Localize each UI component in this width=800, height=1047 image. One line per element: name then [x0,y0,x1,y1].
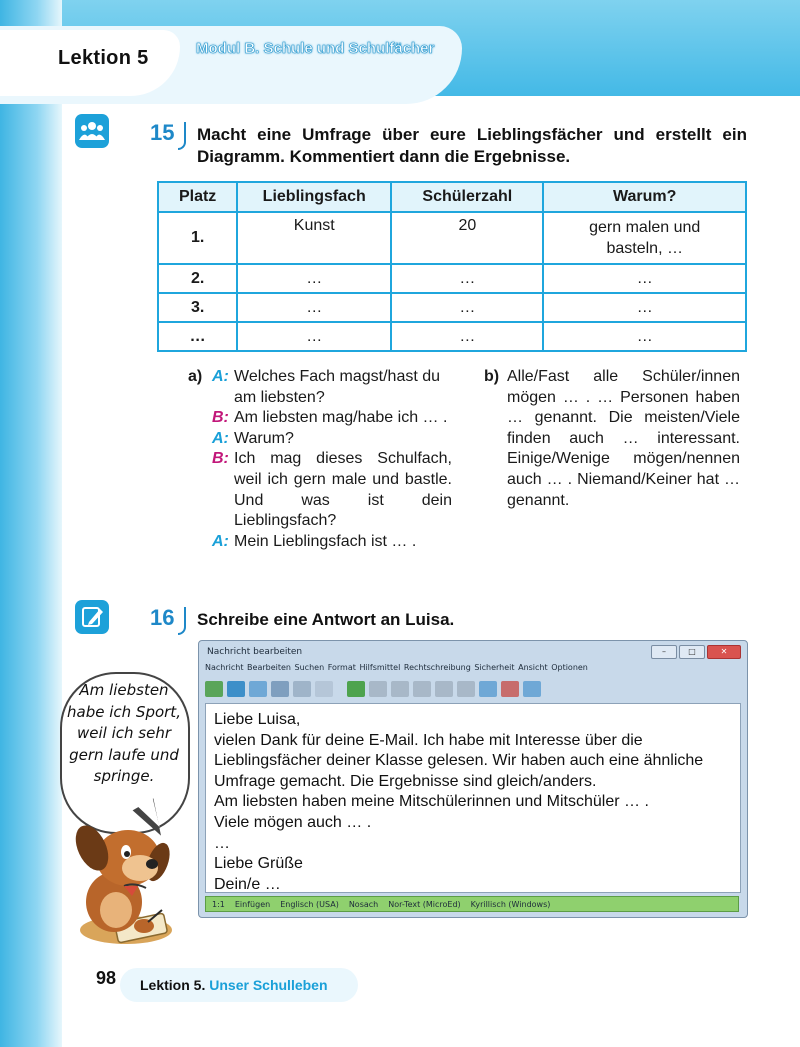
table-cell: … [391,293,543,322]
menu-bar [205,663,588,672]
task15-instruction-line1: Macht eine Umfrage über eure Lieblingsfächer und erstellt ein [197,125,747,144]
menu-item[interactable]: Suchen [294,663,325,672]
letter-line: vielen Dank für deine E-Mail. Ich habe mit Interesse über die [214,731,643,749]
part-b-text: Alle/Fast alle Schüler/innen mögen … . … Personen haben … genannt. Die meisten/Viele finden auch … interessant. Einige/Wenige mögen/nennen auch … . Niemand/Keiner hat … genannt. [507,368,740,509]
table-cell: … [237,293,391,322]
header-zahl: Schülerzahl [391,182,543,212]
table-row [158,264,746,293]
dialog-text: Ich mag dieses Schulfach, weil ich gern male und bastle. Und was ist dein Lieblingsfach? [234,450,452,530]
status-nosach: Nosach [348,899,379,909]
dialog-text: Mein Lieblingsfach ist … . [234,532,417,550]
menu-item[interactable]: Bearbeiten [247,663,291,672]
menu-item[interactable]: Nachricht [205,663,244,672]
table-cell: … [543,293,746,322]
table-cell: 2. [158,264,237,293]
table-header-row [158,182,746,212]
speaker-label: A: [212,368,229,385]
email-editor-window [198,640,748,918]
letter-line: Viele mögen auch … . [214,813,372,831]
page-number: 98 [96,968,117,988]
redo-icon[interactable] [369,681,387,697]
table-cell: … [543,264,746,293]
table-row [158,322,746,351]
dialog-text: Warum? [234,429,294,447]
letter-line: Umfrage gemacht. Die Ergebnisse sind gleich/anders. [214,772,597,790]
table-cell: gern malen und basteln, … [543,212,746,264]
menu-item[interactable]: Rechtschreibung [403,663,471,672]
undo-icon[interactable] [347,681,365,697]
dialog-line [212,532,452,553]
find-icon[interactable] [457,681,475,697]
spell-icon[interactable] [315,681,333,697]
table-cell: 1. [158,212,237,264]
status-format: Nor-Text (MicroEd) [388,899,461,909]
format-icon[interactable] [479,681,497,697]
speaker-label: A: [212,532,229,550]
letter-line: Liebe Grüße [214,855,303,873]
save-icon[interactable] [227,681,245,697]
dialog-text: Am liebsten mag/habe ich … . [234,409,448,427]
task-number-15: 15 [150,120,175,145]
status-encoding: Kyrillisch (Windows) [470,899,551,909]
letter-line: Liebe Luisa, [214,711,301,728]
menu-item[interactable]: Ansicht [518,663,548,672]
header-platz: Platz [158,182,237,212]
part-b-label-text: b) [484,368,500,385]
copy-icon[interactable] [413,681,431,697]
letter-line: Am liebsten haben meine Mitschülerinnen und Mitschüler … . [214,793,649,811]
speaker-label: B: [212,409,229,427]
letter-line: Dein/e … [214,875,281,893]
left-band [0,0,62,1047]
attach-icon[interactable] [271,681,289,697]
table-cell: … [543,322,746,351]
table-cell: Kunst [237,212,391,264]
maximize-button[interactable]: □ [679,645,705,659]
table-row [158,293,746,322]
menu-item[interactable]: Format [327,663,356,672]
send-icon[interactable] [205,681,223,697]
dialog-line [212,429,452,450]
dog-illustration [66,822,188,950]
part-a-label [188,367,202,388]
table-cell: … [237,264,391,293]
table-cell: … [391,322,543,351]
pencil-icon [75,600,109,634]
group-work-icon [75,114,109,148]
footer-title [140,977,328,993]
address-icon[interactable] [249,681,267,697]
table-cell: … [391,264,543,293]
speech-bubble-text: Am liebsten habe ich Sport, weil ich sehr gern laufe und springe. [67,681,181,785]
footer-chapter: Unser Schulleben [209,977,328,993]
dialog-line [212,449,452,531]
options-icon[interactable] [501,681,519,697]
task15-instruction-line2: Diagramm. Kommentiert dann die Ergebnisse. [197,147,571,166]
part-b-label [484,367,499,388]
header-warum: Warum? [543,182,746,212]
table-row [158,212,746,264]
modul-title: Modul B. Schule und Schulfächer [196,40,435,57]
status-position: 1:1 [212,899,225,909]
part-a-label-text: a) [188,368,203,385]
task15-instruction [197,124,747,168]
task16-instruction: Schreibe eine Antwort an Luisa. [197,610,455,629]
dialog-line [212,367,452,408]
paste-icon[interactable] [435,681,453,697]
letter-line: Lieblingsfächer deiner Klasse gelesen. Wir haben auch eine ähnliche [214,752,704,770]
status-bar [205,896,739,912]
view-icon[interactable] [523,681,541,697]
speaker-label: B: [212,450,229,468]
lektion-title: Lektion 5 [58,47,149,69]
table-cell: … [237,322,391,351]
survey-table [157,181,747,352]
task-number-16: 16 [150,605,175,630]
status-language: Englisch (USA) [280,899,339,909]
window-title: Nachricht bearbeiten [207,647,303,657]
toolbar [205,676,739,702]
status-mode: Einfügen [234,899,271,909]
table-cell: … [158,322,237,351]
print-icon[interactable] [293,681,311,697]
letter-line: … [214,834,230,852]
menu-item[interactable]: Sicherheit [474,663,515,672]
close-button[interactable]: ✕ [707,645,741,659]
table-cell: 20 [391,212,543,264]
dialog-text: Welches Fach magst/hast du am liebsten? [234,368,441,406]
letter-text [214,710,703,895]
speaker-label: A: [212,429,229,447]
menu-item[interactable]: Optionen [551,663,588,672]
cut-icon[interactable] [391,681,409,697]
header-fach: Lieblingsfach [237,182,391,212]
menu-item[interactable]: Hilfsmittel [359,663,401,672]
footer-lektion: Lektion 5. [140,977,206,993]
dialog-line [212,408,452,429]
part-a-dialog [212,367,452,552]
message-body[interactable] [205,703,741,893]
table-cell: 3. [158,293,237,322]
minimize-button[interactable]: – [651,645,677,659]
window-controls [651,645,741,659]
